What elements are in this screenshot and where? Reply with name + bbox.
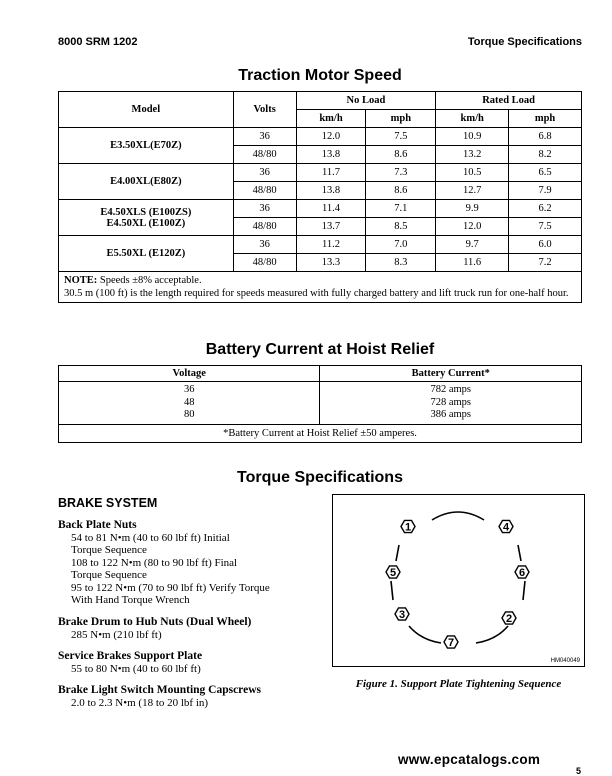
current-value: 728 amps [430,396,472,408]
battery-footnote: *Battery Current at Hoist Relief ±50 amperes. [59,424,582,442]
value-cell: 11.7 [296,164,366,182]
model-cell: E4.00XL(E80Z) [59,164,234,200]
value-cell: 9.9 [436,200,509,218]
spec-line: 55 to 80 N•m (40 to 60 lbf ft) [71,662,201,675]
nut-label: 4 [502,521,510,534]
nut-2-icon [502,612,516,625]
col-header-current: Battery Current* [320,366,582,382]
note-line-2: 30.5 m (100 ft) is the length required for speeds measured with fully charged battery and lift truck run for one-half hour. [64,288,569,299]
nut-label: 5 [389,567,397,579]
value-cell: 8.6 [366,146,436,164]
spec-title: Service Brakes Support Plate [58,650,203,662]
spec-title: Brake Drum to Hub Nuts (Dual Wheel) [58,616,252,628]
value-cell: 13.7 [296,218,366,236]
traction-speed-table [58,91,582,303]
page-number: 5 [576,766,582,776]
value-cell: 13.8 [296,146,366,164]
footer-url: www.epcatalogs.com [398,752,541,767]
spec-line: 285 N•m (210 lbf ft) [71,628,162,641]
value-cell: 9.7 [436,236,509,254]
battery-current-table [58,365,582,443]
nut-4-icon [499,520,513,533]
current-value: 386 amps [430,409,472,420]
value-cell: 7.1 [366,200,436,218]
nut-label: 3 [398,609,406,621]
col-header-model: Model [59,92,234,128]
table-row [59,128,582,146]
value-cell: 8.6 [366,182,436,200]
value-cell: 12.0 [436,218,509,236]
nut-5-icon [386,566,400,579]
value-cell: 13.3 [296,254,366,272]
spec-line: Torque Sequence [71,569,147,581]
col-header-rated-load: Rated Load [436,92,582,110]
volts-cell: 36 [233,164,296,182]
spec-item [58,519,308,607]
nut-7-icon [444,636,458,649]
figure-caption: Figure 1. Support Plate Tightening Sequence [355,678,562,690]
volts-cell: 48/80 [233,218,296,236]
value-cell: 7.5 [366,128,436,146]
voltage-value: 80 [183,409,195,420]
note-label: NOTE: [64,275,98,286]
value-cell: 8.2 [509,146,582,164]
note-cell [59,272,582,303]
value-cell: 11.6 [436,254,509,272]
footnote-row [59,424,582,442]
value-cell: 10.9 [436,128,509,146]
value-cell: 8.5 [366,218,436,236]
value-cell: 7.9 [509,182,582,200]
value-cell: 6.5 [509,164,582,182]
col-header-rl-kmh: km/h [436,110,509,128]
nut-1-icon [401,520,415,533]
table-row [59,382,582,425]
spec-item [58,616,308,641]
volts-cell: 48/80 [233,254,296,272]
battery-section-title: Battery Current at Hoist Relief [205,341,435,358]
spec-line: 95 to 122 N•m (70 to 90 lbf ft) Verify Torque [71,581,270,594]
value-cell: 12.0 [296,128,366,146]
value-cell: 7.3 [366,164,436,182]
value-cell: 7.2 [509,254,582,272]
note-line-1: Speeds ±8% acceptable. [97,275,202,286]
nut-6-icon [515,566,529,579]
spec-line: 54 to 81 N•m (40 to 60 lbf ft) Initial [71,531,230,544]
value-cell: 12.7 [436,182,509,200]
spec-line: 108 to 122 N•m (80 to 90 lbf ft) Final [71,556,238,569]
model-cell: E5.50XL (E120Z) [59,236,234,272]
col-header-voltage: Voltage [59,366,320,382]
current-cell [320,382,582,425]
spec-line: Torque Sequence [71,544,147,556]
spec-line: 2.0 to 2.3 N•m (18 to 20 lbf in) [71,696,209,709]
value-cell: 6.8 [509,128,582,146]
spec-title: Brake Light Switch Mounting Capscrews [58,684,261,696]
volts-cell: 36 [233,128,296,146]
col-header-no-load: No Load [296,92,436,110]
value-cell: 11.2 [296,236,366,254]
nut-label: 1 [404,521,412,534]
value-cell: 6.2 [509,200,582,218]
voltage-cell [59,382,320,425]
figure-code: HM040049 [550,658,580,664]
brake-system-heading: BRAKE SYSTEM [58,496,158,510]
col-header-rl-mph: mph [509,110,582,128]
table-row [59,236,582,254]
value-cell: 13.2 [436,146,509,164]
col-header-nl-kmh: km/h [296,110,366,128]
value-cell: 13.8 [296,182,366,200]
col-header-nl-mph: mph [366,110,436,128]
value-cell: 7.0 [366,236,436,254]
value-cell: 6.0 [509,236,582,254]
voltage-value: 36 [183,384,195,395]
current-value: 782 amps [430,384,472,395]
model-cell: E3.50XL(E70Z) [59,128,234,164]
spec-item [58,684,308,709]
model-name-1: E4.50XLS (E100ZS) [100,206,192,218]
table-row [59,200,582,218]
nut-label: 6 [518,567,526,579]
spec-item [58,650,308,675]
volts-cell: 48/80 [233,182,296,200]
value-cell: 8.3 [366,254,436,272]
model-name-2: E4.50XL (E100Z) [106,217,186,229]
value-cell: 7.5 [509,218,582,236]
table-row [59,164,582,182]
value-cell: 10.5 [436,164,509,182]
spec-title: Back Plate Nuts [58,519,137,531]
volts-cell: 48/80 [233,146,296,164]
volts-cell: 36 [233,200,296,218]
col-header-volts: Volts [233,92,296,128]
header-section-title: Torque Specifications [467,36,582,48]
nut-3-icon [395,608,409,621]
note-row [59,272,582,303]
model-cell [59,200,234,236]
bolt-circle-diagram [333,495,584,666]
voltage-value: 48 [183,396,195,408]
tightening-sequence-figure [332,494,585,667]
nut-label: 2 [505,613,513,625]
spec-line: With Hand Torque Wrench [71,594,190,606]
value-cell: 11.4 [296,200,366,218]
volts-cell: 36 [233,236,296,254]
nut-label: 7 [447,637,455,649]
header-doc-id: 8000 SRM 1202 [58,36,138,48]
traction-section-title: Traction Motor Speed [238,67,402,84]
torque-section-title: Torque Specifications [237,469,403,486]
